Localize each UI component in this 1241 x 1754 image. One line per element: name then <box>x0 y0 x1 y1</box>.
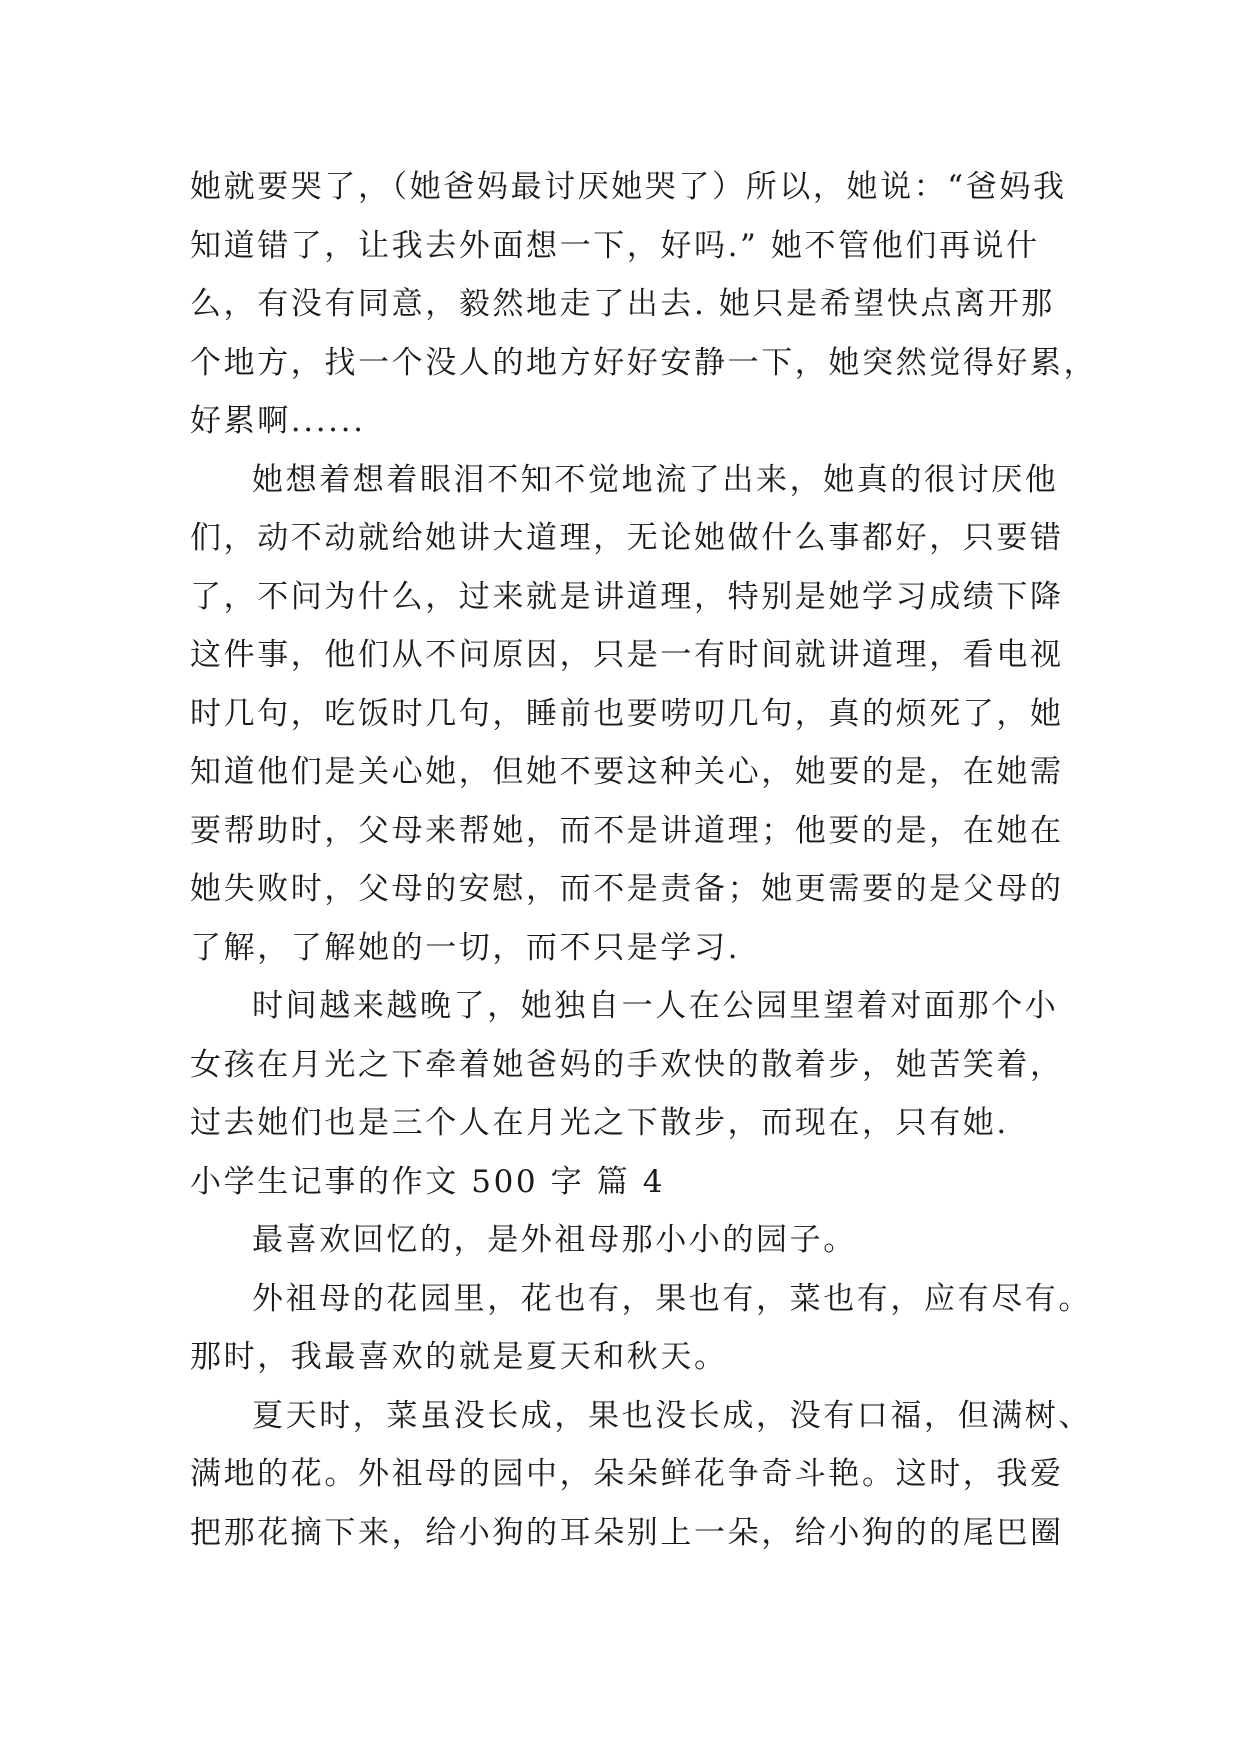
text-line: 过去她们也是三个人在月光之下散步，而现在，只有她. <box>190 1105 1009 1141</box>
text-line: 那时，我最喜欢的就是夏天和秋天。 <box>190 1339 728 1375</box>
text-line: 女孩在月光之下牵着她爸妈的手欢快的散着步，她苦笑着， <box>190 1046 1064 1083</box>
text-line: 时几句，吃饭时几句，睡前也要唠叨几句，真的烦死了，她 <box>190 695 1064 732</box>
text-line: 她失败时，父母的安慰，而不是责备；她更需要的是父母的 <box>190 871 1064 907</box>
text-line: 好累啊...... <box>190 403 366 439</box>
text-line: 她就要哭了，（她爸妈最讨厌她哭了）所以，她说：“爸妈我 <box>190 169 1067 205</box>
text-line: 把那花摘下来，给小狗的耳朵别上一朵，给小狗的的尾巴圈 <box>190 1514 1064 1551</box>
text-line: 要帮助时，父母来帮她，而不是讲道理；他要的是，在她在 <box>190 812 1064 849</box>
essay-body <box>190 158 1098 1562</box>
text-line: 这件事，他们从不问原因，只是一有时间就讲道理，看电视 <box>190 637 1064 673</box>
text-line: 了，不问为什么，过来就是讲道理，特别是她学习成绩下降 <box>190 578 1064 615</box>
text-line: 她想着想着眼泪不知不觉地流了出来，她真的很讨厌他 <box>252 461 1059 498</box>
section-heading: 小学生记事的作文 500 字 篇 4 <box>190 1163 666 1200</box>
text-line: 了解，了解她的一切，而不只是学习. <box>190 929 741 966</box>
text-line: 外祖母的花园里，花也有，果也有，菜也有，应有尽有。 <box>252 1280 1092 1317</box>
text-line: 满地的花。外祖母的园中，朵朵鲜花争奇斗艳。这时，我爱 <box>190 1456 1064 1492</box>
text-line: 时间越来越晚了，她独自一人在公园里望着对面那个小 <box>252 988 1059 1024</box>
text-line: 知道错了，让我去外面想一下，好吗.” 她不管他们再说什 <box>190 227 1040 264</box>
text-line: 么，有没有同意，毅然地走了出去. 她只是希望快点离开那 <box>190 286 1055 322</box>
text-line: 最喜欢回忆的，是外祖母那小小的园子。 <box>252 1222 857 1258</box>
text-line: 们，动不动就给她讲大道理，无论她做什么事都好，只要错 <box>190 520 1064 556</box>
text-line: 个地方，找一个没人的地方好好安静一下，她突然觉得好累， <box>190 344 1098 381</box>
text-line: 夏天时，菜虽没长成，果也没长成，没有口福，但满树、 <box>252 1397 1092 1434</box>
text-line: 知道他们是关心她，但她不要这种关心，她要的是，在她需 <box>190 754 1064 790</box>
